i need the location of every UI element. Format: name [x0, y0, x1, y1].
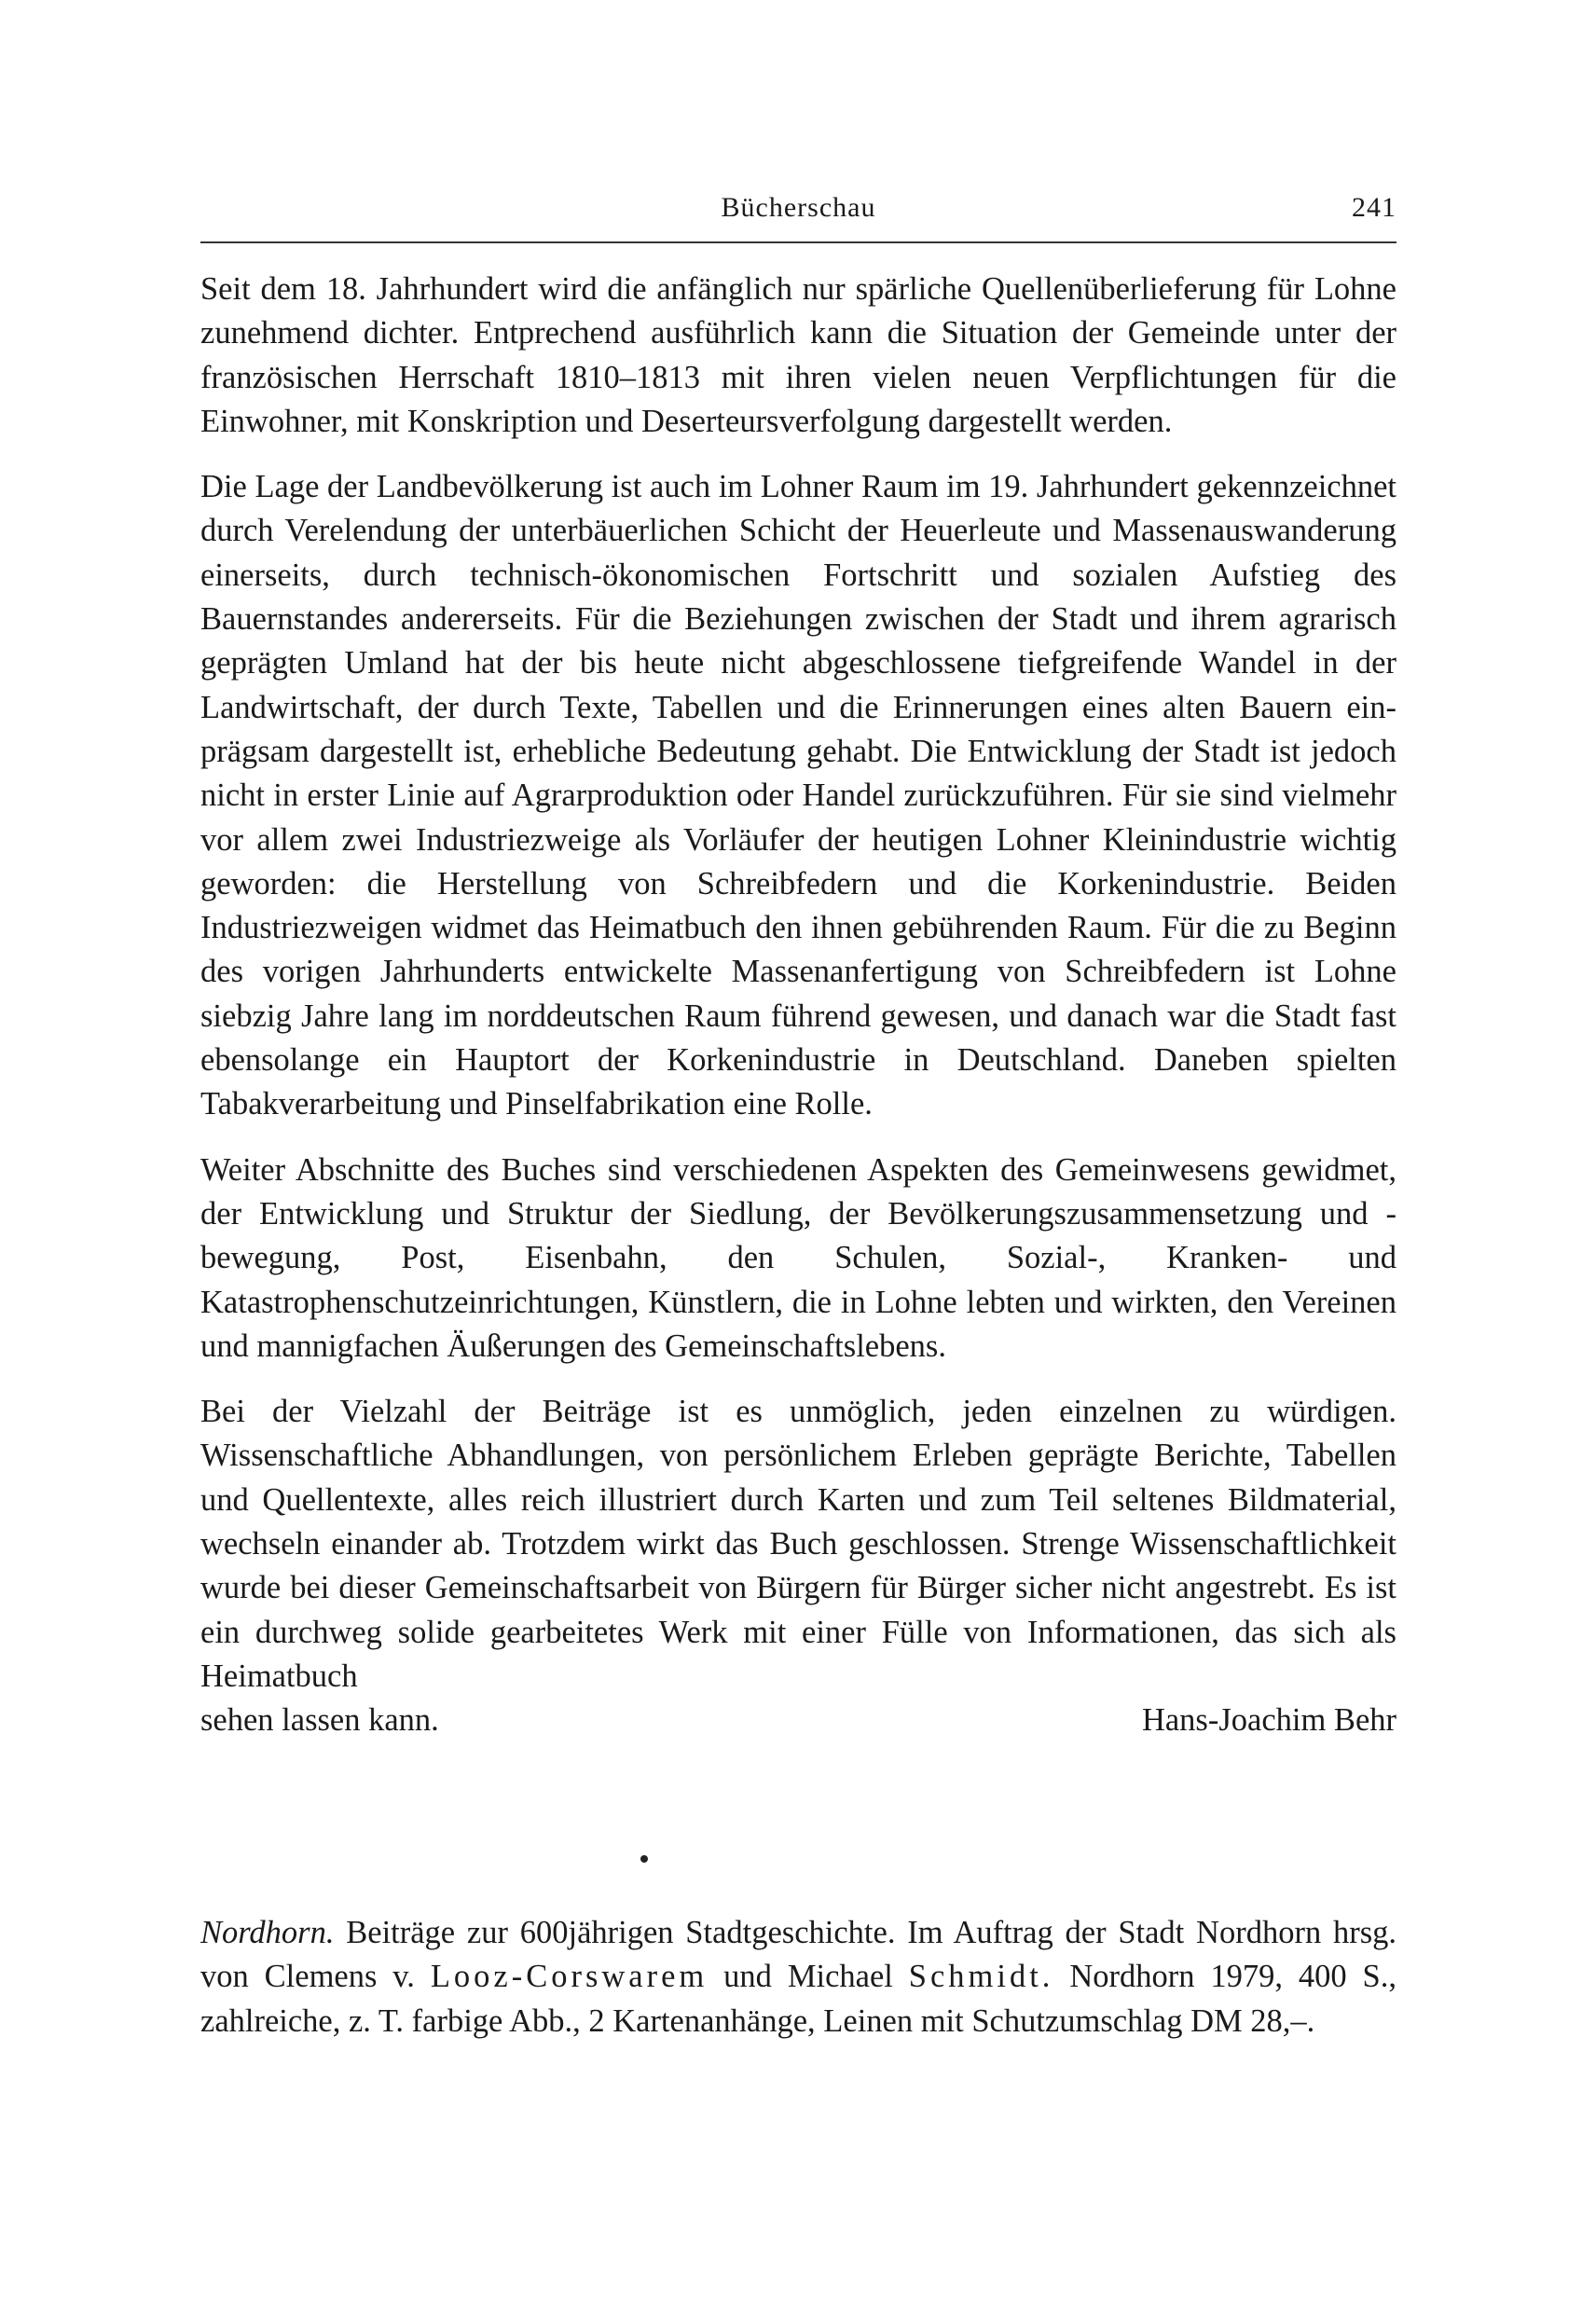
page-header: [200, 192, 1396, 239]
bibliography-title: Nordhorn.: [200, 1915, 335, 1950]
section-ornament: [640, 1855, 648, 1863]
review-body: [200, 268, 1396, 1743]
bibliography-text: [200, 1911, 1396, 2044]
bibliography-text-before: Beiträge zur 600jährigen Stadtgeschichte. Im Auftrag der Stadt Nordhorn hrsg. von Clemens v.: [200, 1915, 1397, 1995]
closing-text: sehen lassen kann.: [200, 1702, 439, 1739]
running-head: Bücherschau: [721, 192, 876, 223]
header-rule: [200, 241, 1396, 243]
page-number: 241: [1352, 192, 1396, 223]
paragraph-1: Seit dem 18. Jahrhundert wird die anfänglich nur spärliche Quellenüberlieferung für Lohne zunehmend dichter. Entprechend ausführlich kann die Situation der Gemeinde unter der französischen Herrschaft 1810–1813 mit ihren vielen neuen Verpflichtungen für die Einwohner, mit Konskription und Deserteursverfolgung dargestellt werden.: [200, 271, 1396, 439]
paragraph-4: [200, 1390, 1396, 1742]
bibliography-connector: und Michael: [723, 1959, 893, 1995]
closing-line: [200, 1699, 1396, 1742]
bibliography-entry: [200, 1911, 1396, 2044]
bibliography-editor-2: Schmidt.: [908, 1959, 1054, 1995]
paragraph-4-text: Bei der Vielzahl der Beiträge ist es unmöglich, jeden einzelnen zu würdigen. Wissenschaftliche Abhandlungen, von persönlichem Erleben geprägte Berichte, Tabellen und Quellentexte, alles reich illustriert durch Karten und zum Teil seltenes Bildmaterial, wechseln einander ab. Trotzdem wirkt das Buch geschlossen. Strenge Wissenschaftlichkeit wurde bei dieser Gemeinschaftsarbeit von Bürgern für Bürger sicher nicht angestrebt. Es ist ein durchweg solide gearbeitetes Werk mit einer Fülle von Informationen, das sich als Heimatbuch: [200, 1394, 1396, 1694]
paragraph-2: Die Lage der Landbevölkerung ist auch im Lohner Raum im 19. Jahrhundert gekennzeichnet durch Verelendung der unterbäuerlichen Schicht der Heuerleute und Massenauswanderung einerseits, durch technisch-ökonomischen Fortschritt und sozialen Aufstieg des Bauernstandes andererseits. Für die Beziehungen zwischen der Stadt und ihrem agrarisch geprägten Umland hat der bis heute nicht abgeschlossene tiefgreifende Wandel in der Landwirtschaft, der durch Texte, Tabellen und die Erinnerungen eines alten Bauern einprägsam dargestellt ist, erhebliche Bedeutung gehabt. Die Entwicklung der Stadt ist jedoch nicht in erster Linie auf Agrarproduktion oder Handel zurückzuführen. Für sie sind vielmehr vor allem zwei Industriezweige als Vorläufer der heutigen Lohner Kleinindustrie wichtig geworden: die Herstellung von Schreibfedern und die Korkenindustrie. Beiden Industriezweigen widmet das Heimatbuch den ihnen gebührenden Raum. Für die zu Beginn des vorigen Jahrhunderts entwickelte Massenanfertigung von Schreibfedern ist Lohne siebzig Jahre lang im norddeutschen Raum führend gewesen, und danach war die Stadt fast ebensolange ein Hauptort der Korkenindustrie in Deutschland. Daneben spielten Tabakverarbeitung und Pinselfabrikation eine Rolle.: [200, 469, 1396, 1122]
bibliography-text-after: Nordhorn 1979, 400 S., zahlreiche, z. T. farbige Abb., 2 Kartenanhänge, Leinen mit Schutzumschlag DM 28,–.: [200, 1959, 1396, 2039]
review-author: Hans-Joachim Behr: [1141, 1702, 1396, 1739]
paragraph-3: Weiter Abschnitte des Buches sind verschiedenen Aspekten des Gemeinwesens gewidmet, der Entwicklung und Struktur der Siedlung, der Bevölkerungszusammensetzung und -bewegung, Post, Eisenbahn, den Schulen, Sozial-, Kranken- und Katastrophenschutzeinrichtungen, Künstlern, die in Lohne lebten und wirkten, den Vereinen und mannigfachen Äußerungen des Gemeinschaftslebens.: [200, 1151, 1396, 1364]
bibliography-editor-1: Looz-Corswarem: [430, 1959, 709, 1995]
